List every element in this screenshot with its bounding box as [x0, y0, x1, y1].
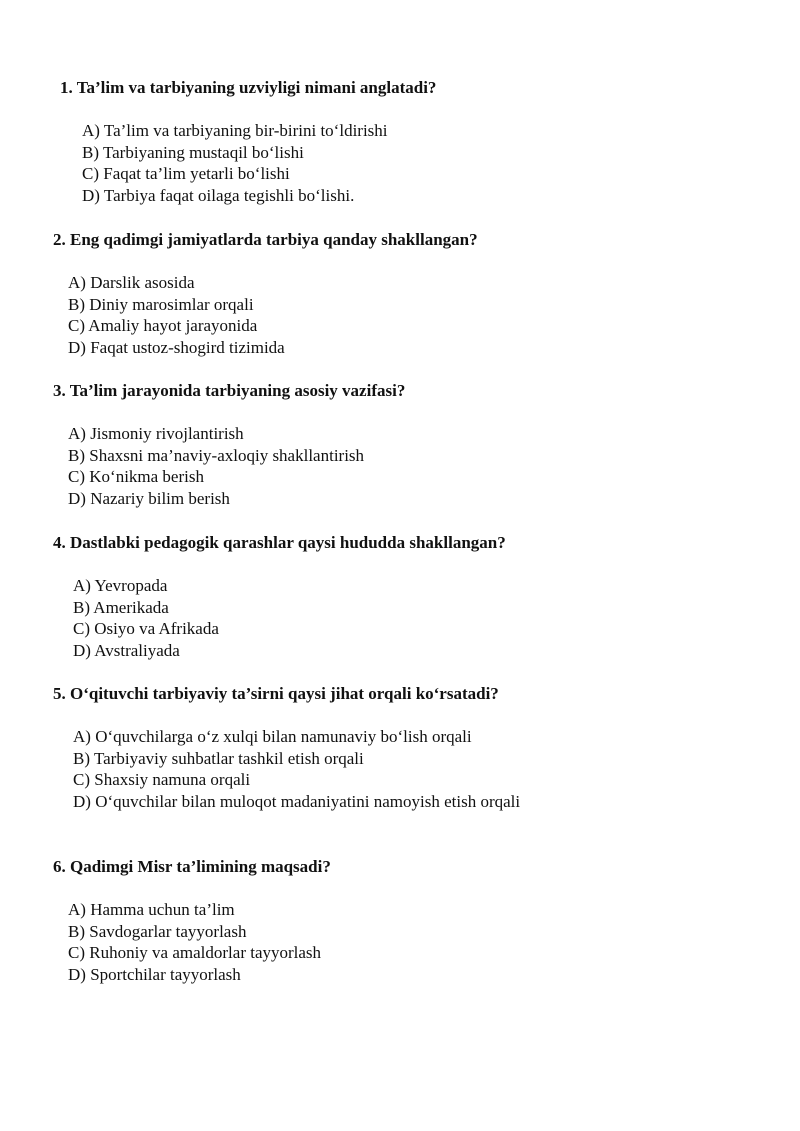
answer-options — [82, 120, 388, 207]
question-title: 2. Eng qadimgi jamiyatlarda tarbiya qanday shakllangan? — [53, 230, 478, 249]
option-a: A) Jismoniy rivojlantirish — [68, 424, 244, 443]
option-d: D) O‘quvchilar bilan muloqot madaniyatini namoyish etish orqali — [73, 792, 521, 812]
option-c: C) Osiyo va Afrikada — [73, 619, 219, 639]
option-a: A) O‘quvchilarga o‘z xulqi bilan namunaviy bo‘lish orqali — [73, 727, 472, 746]
question-title: 5. O‘qituvchi tarbiyaviy ta’sirni qaysi jihat orqali ko‘rsatadi? — [53, 684, 499, 703]
question-title: 1. Ta’lim va tarbiyaning uzviyligi nimani anglatadi? — [60, 78, 437, 97]
answer-options — [68, 272, 285, 359]
option-b: B) Amerikada — [73, 597, 169, 617]
option-a: A) Yevropada — [73, 576, 168, 595]
option-c: C) Amaliy hayot jarayonida — [68, 316, 258, 336]
option-c: C) Shaxsiy namuna orqali — [73, 770, 251, 790]
question-title: 4. Dastlabki pedagogik qarashlar qaysi hududda shakllangan? — [53, 533, 506, 552]
option-d: D) Tarbiya faqat oilaga tegishli bo‘lishi. — [82, 186, 355, 206]
option-d: D) Nazariy bilim berish — [68, 489, 230, 509]
option-a: A) Darslik asosida — [68, 273, 195, 292]
option-d: D) Avstraliyada — [73, 641, 180, 661]
option-a: A) Ta’lim va tarbiyaning bir-birini to‘ldirishi — [82, 121, 388, 140]
option-d: D) Sportchilar tayyorlash — [68, 965, 241, 985]
answer-options — [73, 575, 219, 662]
option-d: D) Faqat ustoz-shogird tizimida — [68, 338, 285, 358]
answer-options — [73, 726, 520, 813]
option-c: C) Ko‘nikma berish — [68, 467, 204, 487]
option-b: B) Savdogarlar tayyorlash — [68, 921, 247, 941]
question-title: 3. Ta’lim jarayonida tarbiyaning asosiy vazifasi? — [53, 381, 406, 400]
answer-options — [68, 423, 364, 510]
option-a: A) Hamma uchun ta’lim — [68, 900, 235, 919]
option-c: C) Faqat ta’lim yetarli bo‘lishi — [82, 164, 290, 184]
question-title: 6. Qadimgi Misr ta’limining maqsadi? — [53, 857, 331, 876]
answer-options — [68, 899, 321, 986]
option-b: B) Tarbiyaviy suhbatlar tashkil etish orqali — [73, 748, 364, 768]
option-b: B) Tarbiyaning mustaqil bo‘lishi — [82, 142, 304, 162]
option-c: C) Ruhoniy va amaldorlar tayyorlash — [68, 943, 322, 963]
option-b: B) Diniy marosimlar orqali — [68, 294, 254, 314]
option-b: B) Shaxsni ma’naviy-axloqiy shakllantirish — [68, 445, 365, 465]
